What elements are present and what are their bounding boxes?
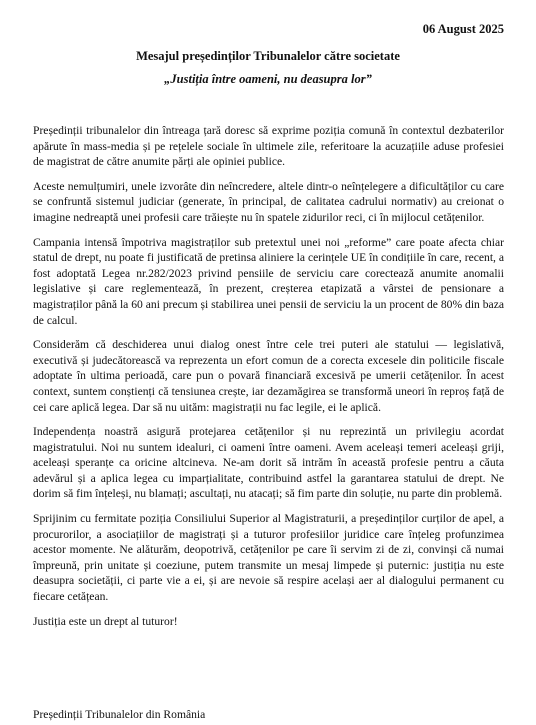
paragraph: Independența noastră asigură protejarea cetățenilor și nu reprezintă un privilegiu acordat magistratului. Noi nu suntem idealuri, ci oameni între oameni. Avem aceleași temeri aceleași griji, aceleași speranțe ca oricine altcineva. Ne-am dorit să intrăm în această profesie pentru a căuta adevărul și a aplica legea cu imparțialitate, contribuind astfel la garantarea statului de drept. Ne dorim să fim înțeleși, nu blamați; ascultați, nu atacați; să fim parte din soluție, nu parte din problemă.	[33, 425, 504, 501]
paragraph: Aceste nemulțumiri, unele izvorâte din neîncredere, altele dintr-o neînțelegere a dificultăților cu care se confruntă sistemul judiciar (generate, în principal, de calitatea cadrului normativ) au creionat o imagine nedreaptă unei profesii care trăiește nu în spatele zidurilor reci, ci în mijlocul cetățenilor.	[33, 179, 504, 224]
paragraph: Președinții tribunalelor din întreaga țară doresc să exprime poziția comună în contextul dezbaterilor apărute în mass-media și pe rețelele sociale în ultimele zile, referitoare la acuzațiile aduse profesiei de magistrat de către anumite părți ale opiniei publice.	[33, 124, 504, 169]
closing-statement: Justiția este un drept al tuturor!	[33, 614, 178, 628]
paragraph: Campania intensă împotriva magistraților sub pretextul unei noi „reforme” care poate afecta chiar statul de drept, nu poate fi justificată de pretinsa aliniere la cerințele UE în condițiile în care, recent, a fost adoptată Legea nr.282/2023 privind pensiile de serviciu care corectează anumite anomalii legislative și care reglementează, în prezent, creșterea etapizată a vârstei de pensionare a magistraților până la 60 ani precum și stabilirea unei pensii de serviciu la un procent de 80% din baza de calcul.	[33, 235, 504, 327]
paragraph: Sprijinim cu fermitate poziția Consiliului Superior al Magistraturii, a președinților curților de apel, a procurorilor, a asociațiilor de magistrați și a tuturor profesiilor juridice care înțeleg profunzimea acestor momente. Ne alăturăm, deopotrivă, cetățenilor pe care îi servim zi de zi, convinși că numai împreună, prin unitate și coeziune, putem transmite un mesaj limpede și puternic: justiția nu este deasupra societății, ci parte vie a ei, și are nevoie să respire același aer al dialogului permanent cu fiecare cetățean.	[33, 512, 504, 604]
document-body	[33, 123, 504, 638]
paragraph: Considerăm că deschiderea unui dialog onest între cele trei puteri ale statului — legislativă, executivă și judecătorească va reprezenta un efort comun de a corecta excesele din politicile fiscale adoptate în ultima perioadă, care pun o povară financiară excesivă pe umerii cetățenilor. În acest context, suntem conștienți că tensiunea crește, iar dezamăgirea se transformă uneori în reproș față de cei care aplică legea. Dar să nu uităm: magistrații nu fac legile, ei le aplică.	[33, 338, 504, 414]
signature: Președinții Tribunalelor din România	[33, 708, 206, 721]
document-subtitle: „Justiția între oameni, nu deasupra lor”	[164, 72, 372, 86]
document-title: Mesajul președinților Tribunalelor către societate	[136, 49, 400, 63]
document-date: 06 August 2025	[422, 22, 504, 36]
